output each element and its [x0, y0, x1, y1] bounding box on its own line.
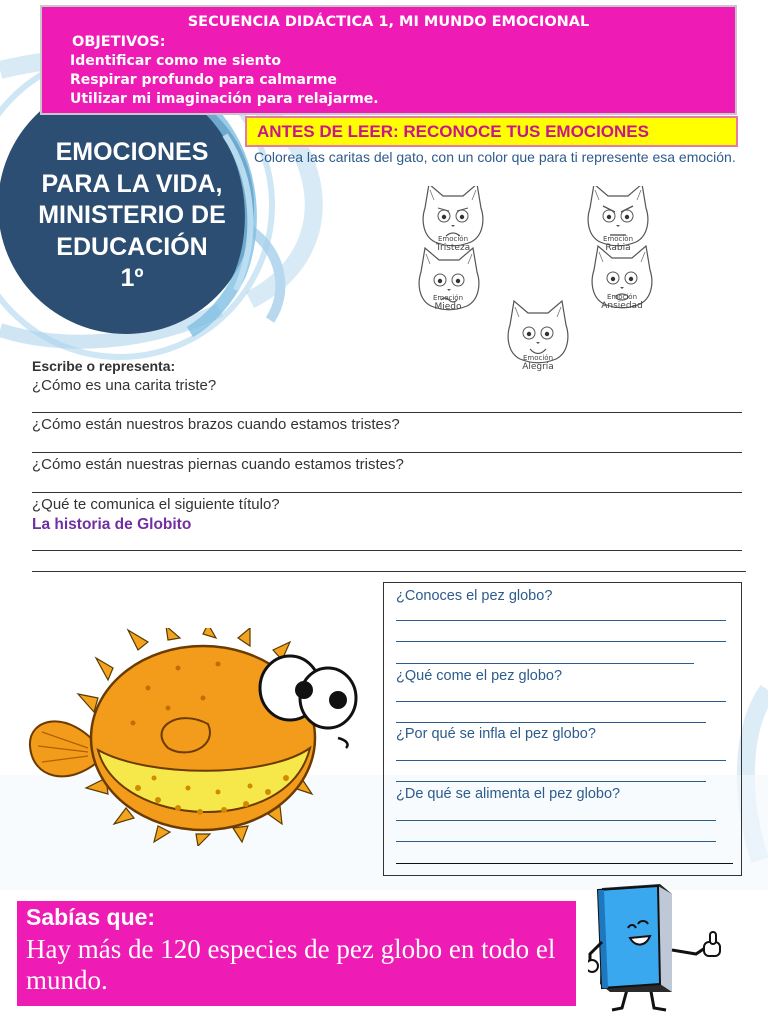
antes-instruction: Colorea las caritas del gato, con un color que para ti represente esa emoción.: [254, 149, 736, 165]
circle-title-line: MINISTERIO DE: [38, 201, 226, 229]
cat-label-name: Miedo: [434, 302, 462, 312]
cat-label-name: Alegría: [522, 362, 554, 372]
pez-question: ¿Conoces el pez globo?: [396, 588, 553, 604]
book-character-illustration: [588, 880, 748, 1016]
circle-title-line: EMOCIONES: [55, 138, 209, 166]
cat-label-rabia: [583, 235, 653, 253]
questions-heading: Escribe o representa:: [32, 358, 176, 374]
pez-globo-questions-box: [383, 582, 742, 876]
answer-line[interactable]: [396, 760, 726, 761]
circle-title: [18, 137, 246, 295]
sequence-title: SECUENCIA DIDÁCTICA 1, MI MUNDO EMOCIONAL: [187, 14, 590, 30]
cat-label-emocion: Emoción: [602, 235, 634, 243]
answer-line[interactable]: [396, 863, 733, 864]
answer-line[interactable]: [396, 620, 726, 621]
cat-label-ansiedad: [587, 293, 657, 311]
question-item: ¿Cómo es una carita triste?: [32, 377, 217, 394]
objective-item: Identificar como me siento: [70, 53, 281, 69]
answer-line[interactable]: [396, 781, 706, 782]
header-box: [40, 5, 737, 115]
questions-block: [32, 358, 747, 572]
question-item: ¿Qué te comunica el siguiente título?: [32, 496, 280, 513]
answer-line[interactable]: [396, 641, 726, 642]
pez-question: ¿De qué se alimenta el pez globo?: [396, 786, 621, 802]
sabias-que-box: [17, 901, 576, 1006]
circle-title-line: PARA LA VIDA,: [41, 169, 223, 198]
circle-title-line: EDUCACIÓN: [56, 232, 208, 261]
cat-faces-drawing: [381, 186, 688, 372]
cat-label-name: Ansiedad: [601, 301, 643, 311]
objective-item: Respirar profundo para calmarme: [70, 72, 337, 88]
cat-faces-panel: [381, 186, 688, 372]
cat-label-tristeza: [418, 235, 488, 253]
answer-line[interactable]: [396, 722, 706, 723]
cat-label-emocion: Emoción: [432, 294, 464, 302]
cat-label-name: Rabia: [605, 243, 631, 253]
cat-label-emocion: Emoción: [606, 293, 638, 301]
cat-label-miedo: [413, 294, 483, 312]
pez-question: ¿Por qué se infla el pez globo?: [396, 726, 596, 742]
sabias-body: Hay más de 120 especies de pez globo en todo el mundo.: [26, 934, 556, 995]
answer-line[interactable]: [32, 550, 742, 551]
cat-label-emocion: Emoción: [522, 354, 554, 362]
sabias-title: Sabías que:: [26, 904, 156, 930]
circle-title-line: 1º: [120, 264, 144, 292]
cat-label-name: Tristeza: [435, 243, 471, 253]
pez-question: ¿Qué come el pez globo?: [396, 668, 563, 684]
answer-line[interactable]: [396, 841, 716, 842]
question-item: ¿Cómo están nuestros brazos cuando estamos tristes?: [32, 416, 400, 433]
answer-line[interactable]: [32, 571, 746, 572]
objective-item: Utilizar mi imaginación para relajarme.: [70, 91, 379, 107]
question-item: ¿Cómo están nuestras piernas cuando estamos tristes?: [32, 456, 404, 473]
answer-line[interactable]: [396, 663, 694, 664]
answer-line[interactable]: [32, 492, 742, 493]
answer-line[interactable]: [32, 452, 742, 453]
objectives-label: OBJETIVOS:: [72, 34, 166, 50]
story-title: La historia de Globito: [32, 516, 192, 533]
answer-line[interactable]: [396, 820, 716, 821]
cat-label-emocion: Emoción: [437, 235, 469, 243]
antes-de-leer-heading: ANTES DE LEER: RECONOCE TUS EMOCIONES: [245, 116, 738, 147]
answer-line[interactable]: [32, 412, 742, 413]
pufferfish-illustration: [28, 628, 368, 846]
answer-line[interactable]: [396, 701, 726, 702]
